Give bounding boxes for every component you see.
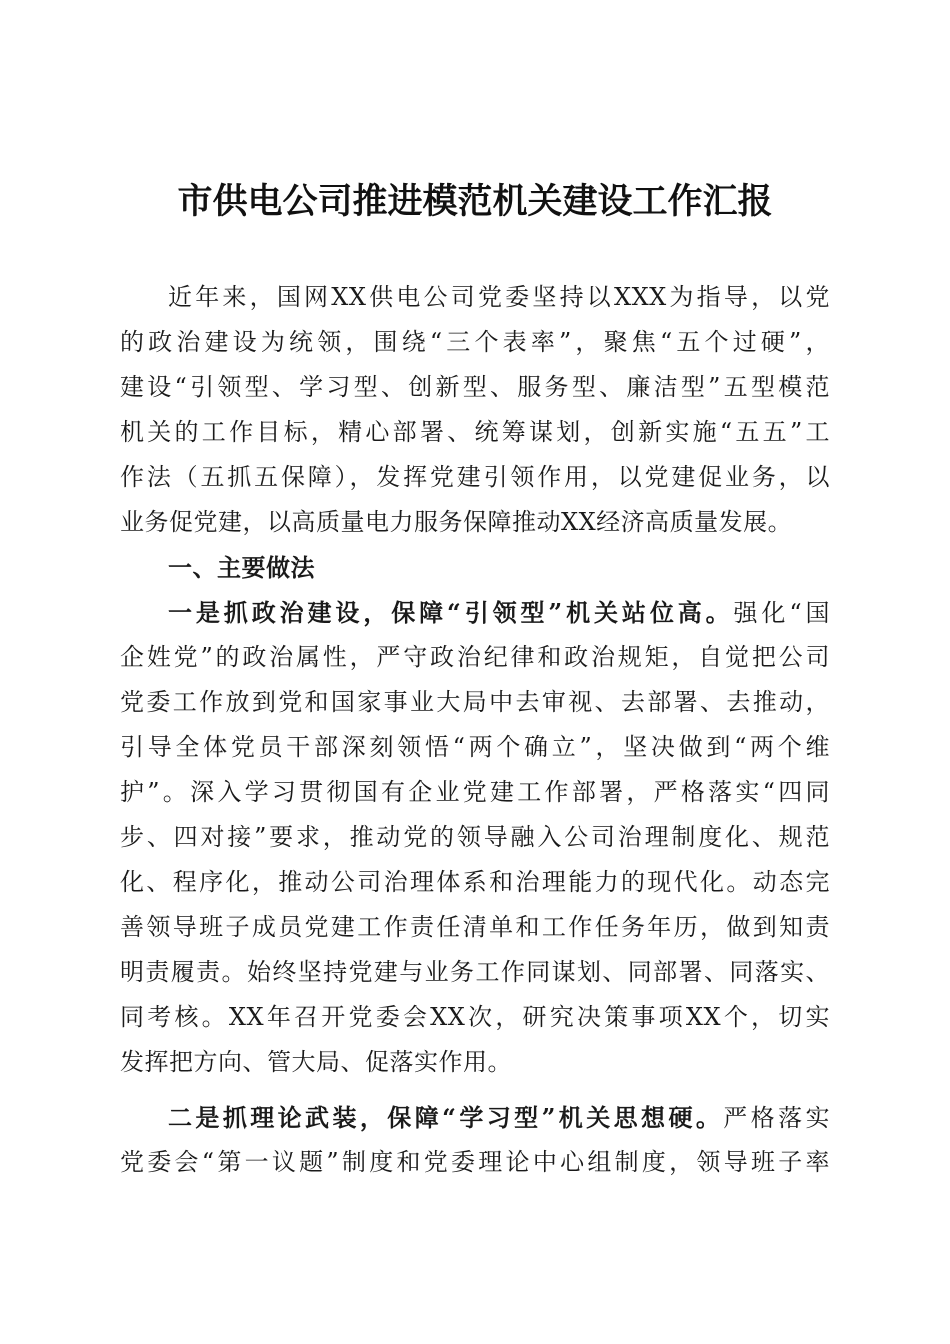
para1-line: 善领导班子成员党建工作责任清单和工作任务年历，做到知责 xyxy=(120,913,830,941)
para1-first-line-rest: 强化“国 xyxy=(733,599,831,627)
para1-line: 步、四对接”要求，推动党的领导融入公司治理制度化、规范 xyxy=(120,823,830,851)
para2-first-line xyxy=(120,1095,830,1140)
para1-first-line xyxy=(120,590,830,635)
para1-line: 护”。深入学习贯彻国有企业党建工作部署，严格落实“四同 xyxy=(120,778,830,806)
para1-line: 化、程序化，推动公司治理体系和治理能力的现代化。动态完 xyxy=(120,868,830,896)
intro-line: 作法（五抓五保障），发挥党建引领作用，以党建促业务，以 xyxy=(120,463,830,491)
para1-line: 同考核。XX年召开党委会XX次，研究决策事项XX个，切实 xyxy=(120,1003,830,1031)
paragraph-gap xyxy=(120,1085,830,1095)
intro-line: 的政治建设为统领，围绕“三个表率”，聚焦“五个过硬”， xyxy=(120,328,830,356)
para1-line: 发挥把方向、管大局、促落实作用。 xyxy=(120,1048,512,1076)
para1-line: 明责履责。始终坚持党建与业务工作同谋划、同部署、同落实、 xyxy=(120,958,830,986)
para1-line: 党委工作放到党和国家事业大局中去审视、去部署、去推动， xyxy=(120,688,830,716)
para2-first-line-rest: 严格落实 xyxy=(723,1104,831,1132)
document-body xyxy=(120,275,830,1185)
para1-line: 引导全体党员干部深刻领悟“两个确立”，坚决做到“两个维 xyxy=(120,733,830,761)
intro-line: 业务促党建，以高质量电力服务保障推动XX经济高质量发展。 xyxy=(120,508,793,536)
intro-line: 近年来，国网XX供电公司党委坚持以XXX为指导，以党 xyxy=(168,283,830,311)
para1-bold-lead: 一是抓政治建设，保障“引领型”机关站位高。 xyxy=(168,598,734,627)
document-title: 市供电公司推进模范机关建设工作汇报 xyxy=(177,181,773,222)
para1-line: 企姓党”的政治属性，严守政治纪律和政治规矩，自觉把公司 xyxy=(120,643,830,671)
para2-line: 党委会“第一议题”制度和党委理论中心组制度，领导班子率 xyxy=(120,1148,830,1176)
intro-line: 机关的工作目标，精心部署、统筹谋划，创新实施“五五”工 xyxy=(120,418,830,446)
section-heading: 一、主要做法 xyxy=(168,553,315,582)
para2-bold-lead: 二是抓理论武装，保障“学习型”机关思想硬。 xyxy=(168,1103,724,1132)
intro-line: 建设“引领型、学习型、创新型、服务型、廉洁型”五型模范 xyxy=(120,373,830,401)
